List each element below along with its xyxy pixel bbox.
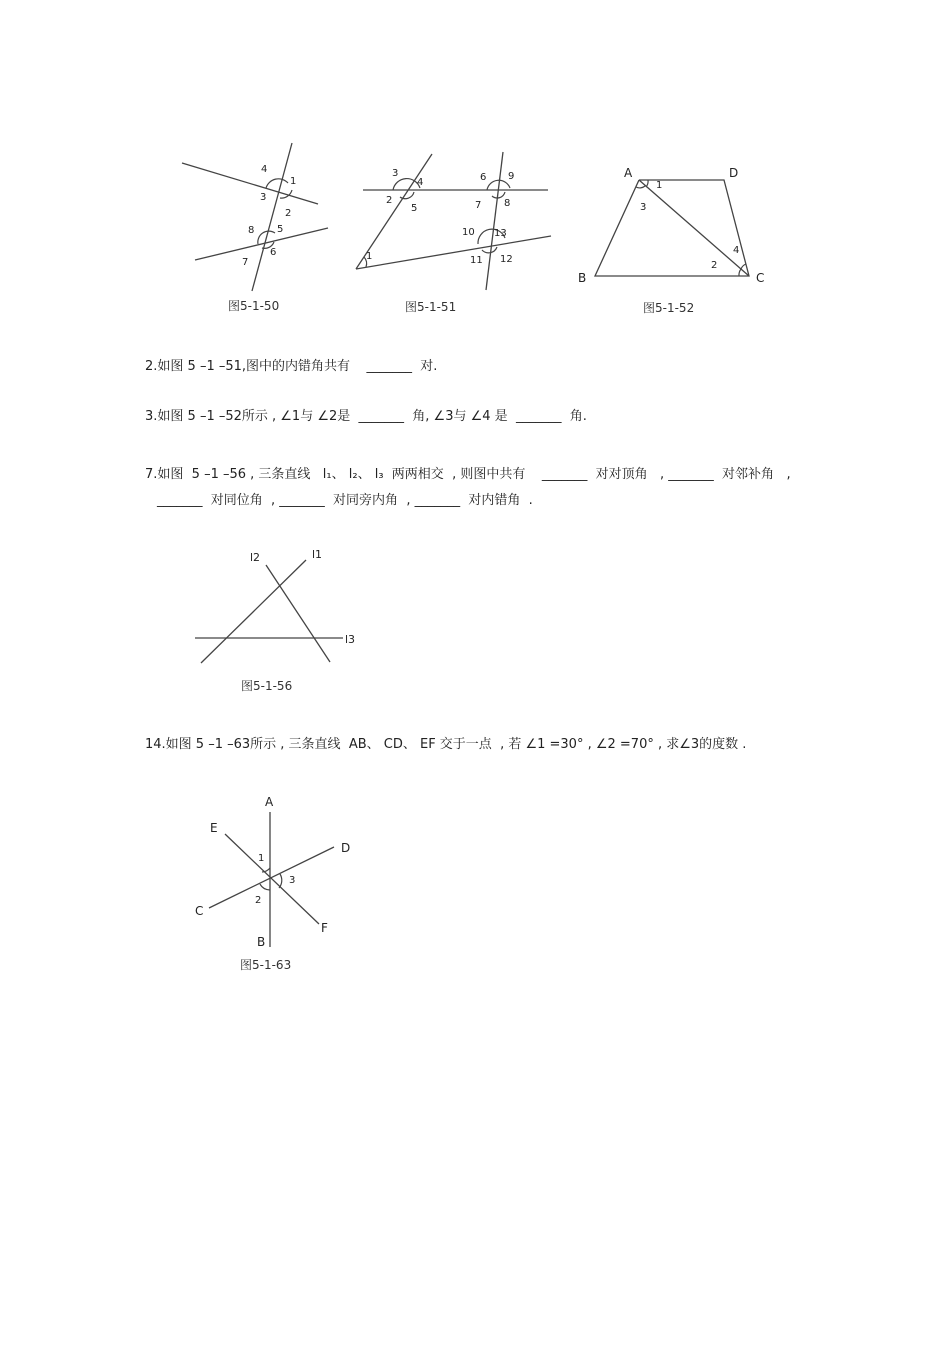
angle-label: 2 (285, 208, 292, 219)
angle-label: 5 (277, 224, 284, 235)
angle-label: 3 (392, 168, 399, 179)
line (486, 152, 503, 290)
line-ef (225, 834, 319, 924)
question-text: 3.如图 5 –1 –52所示 , ∠1与 ∠2是 _______ 角, ∠3与 ∠4 是 _______ 角. (145, 409, 587, 424)
angle-arc (636, 186, 645, 188)
question-7 (145, 462, 791, 488)
question-text: _______ 对同位角 , _______ 对同旁内角 , _______ 对内错角 . (157, 493, 533, 508)
figure-caption: 图5-1-51 (405, 300, 457, 314)
angle-arc (266, 179, 288, 188)
question-7-continued (157, 488, 533, 514)
question-text: 2.如图 5 –1 –51,图中的内错角共有 _______ 对. (145, 359, 438, 374)
angle-arc (260, 884, 270, 890)
angle-arc (741, 264, 746, 269)
trapezoid (595, 180, 749, 276)
diagonal-ac (639, 180, 749, 276)
angle-label: 13 (494, 228, 507, 239)
angle-label: 12 (500, 254, 513, 265)
angle-label: 10 (462, 227, 475, 238)
angle-label: 1 (656, 180, 663, 191)
angle-label: 6 (480, 172, 487, 183)
line (356, 236, 551, 269)
vertex-label: D (729, 166, 739, 180)
line-l1 (201, 560, 306, 663)
angle-label: 2 (386, 195, 393, 206)
figure-5-1-52 (575, 160, 775, 290)
line-label: l2 (250, 551, 261, 564)
vertex-label: A (624, 166, 633, 180)
angle-label: 4 (261, 164, 268, 175)
line-l2 (266, 565, 330, 662)
point-label: F (321, 921, 328, 935)
figure-5-1-56 (190, 545, 365, 670)
angle-arc (646, 180, 648, 187)
angle-label: 8 (248, 225, 255, 236)
angle-label: 9 (508, 171, 515, 182)
angle-label: 3 (289, 875, 296, 886)
figure-5-1-50 (175, 138, 335, 298)
point-label: C (195, 904, 204, 918)
question-3 (145, 404, 587, 430)
point-label: E (210, 821, 218, 835)
vertex-label: C (756, 271, 765, 285)
figure-caption: 图5-1-63 (240, 958, 292, 972)
angle-label: 11 (470, 255, 483, 266)
figure-caption: 图5-1-50 (228, 299, 280, 313)
figure-caption: 图5-1-56 (241, 679, 293, 693)
line-label: l3 (345, 633, 356, 646)
line-cd (209, 847, 334, 908)
angle-label: 2 (711, 260, 718, 271)
point-label: D (341, 841, 351, 855)
angle-label: 7 (242, 257, 249, 268)
angle-label: 3 (260, 192, 267, 203)
question-2 (145, 354, 437, 380)
angle-label: 6 (270, 247, 277, 258)
angle-label: 5 (411, 203, 418, 214)
figure-caption: 图5-1-52 (643, 301, 695, 315)
angle-label: 1 (290, 176, 297, 187)
point-label: A (265, 795, 274, 809)
angle-arc (739, 269, 741, 276)
angle-label: 4 (733, 245, 740, 256)
line (182, 163, 318, 204)
angle-arc (400, 192, 414, 199)
point-label: B (257, 935, 266, 949)
angle-label: 4 (417, 177, 424, 188)
vertex-label: B (578, 271, 587, 285)
angle-label: 2 (255, 895, 262, 906)
angle-label: 7 (475, 200, 482, 211)
angle-label: 1 (258, 853, 265, 864)
figure-5-1-51 (350, 148, 560, 298)
angle-label: 8 (504, 198, 511, 209)
angle-label: 3 (640, 202, 647, 213)
question-text: 14.如图 5 –1 –63所示 , 三条直线 AB、 CD、 EF 交于一点 , 若 ∠1 =30° , ∠2 =70° , 求∠3的度数 . (145, 737, 747, 752)
question-14 (145, 732, 746, 758)
figure-5-1-63 (185, 790, 365, 955)
angle-arc (393, 179, 420, 190)
angle-label: 1 (366, 251, 373, 262)
line-label: l1 (312, 548, 323, 561)
question-text: 7.如图 5 –1 –56 , 三条直线 l₁、 l₂、 l₃ 两两相交 , 则图中共有 _______ 对对顶角 , _______ 对邻补角 , (145, 467, 791, 482)
